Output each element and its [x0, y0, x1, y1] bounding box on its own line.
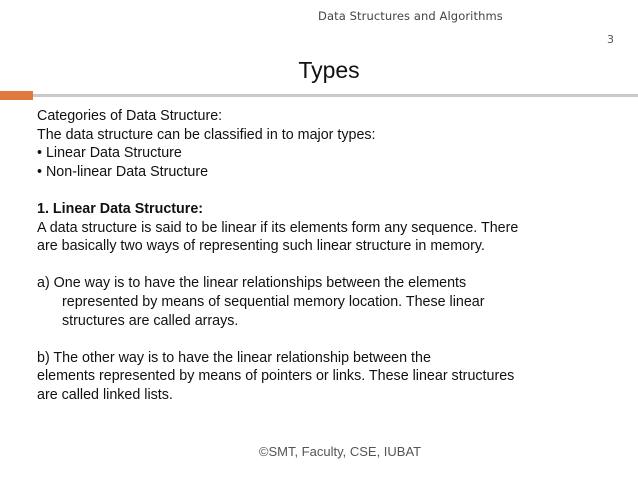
body-line-categories: Categories of Data Structure:	[37, 108, 223, 124]
item-a-line-1: a) One way is to have the linear relationships between the elements	[37, 275, 467, 292]
title-accent-bar	[0, 91, 33, 100]
title-divider-rule	[33, 94, 638, 97]
item-b-line-1: b) The other way is to have the linear relationship between the	[37, 349, 431, 366]
spacer	[37, 256, 607, 275]
item-a-line-3: structures are called arrays.	[62, 312, 239, 329]
course-title: Data Structures and Algorithms	[318, 9, 503, 23]
bullet-non-linear: • Non-linear Data Structure	[37, 163, 209, 180]
spacer	[37, 330, 607, 349]
paragraph-linear-line-1: A data structure is said to be linear if its elements form any sequence. There	[37, 219, 519, 236]
slide-title: Types	[298, 57, 360, 83]
section-heading-linear: 1. Linear Data Structure:	[37, 200, 204, 217]
spacer	[37, 181, 607, 200]
paragraph-linear-line-2: are basically two ways of representing such linear structure in memory.	[37, 238, 485, 255]
item-a-line-2: represented by means of sequential memory location. These linear	[62, 293, 485, 310]
slide-body	[37, 107, 607, 405]
body-line-classification: The data structure can be classified in to major types:	[37, 126, 376, 143]
page-number: 3	[607, 33, 614, 46]
item-b-line-2: elements represented by means of pointers or links. These linear structures	[37, 368, 515, 385]
footer-credit: ©SMT, Faculty, CSE, IUBAT	[258, 444, 422, 459]
bullet-linear: • Linear Data Structure	[37, 145, 182, 162]
item-b-line-3: are called linked lists.	[37, 386, 173, 403]
